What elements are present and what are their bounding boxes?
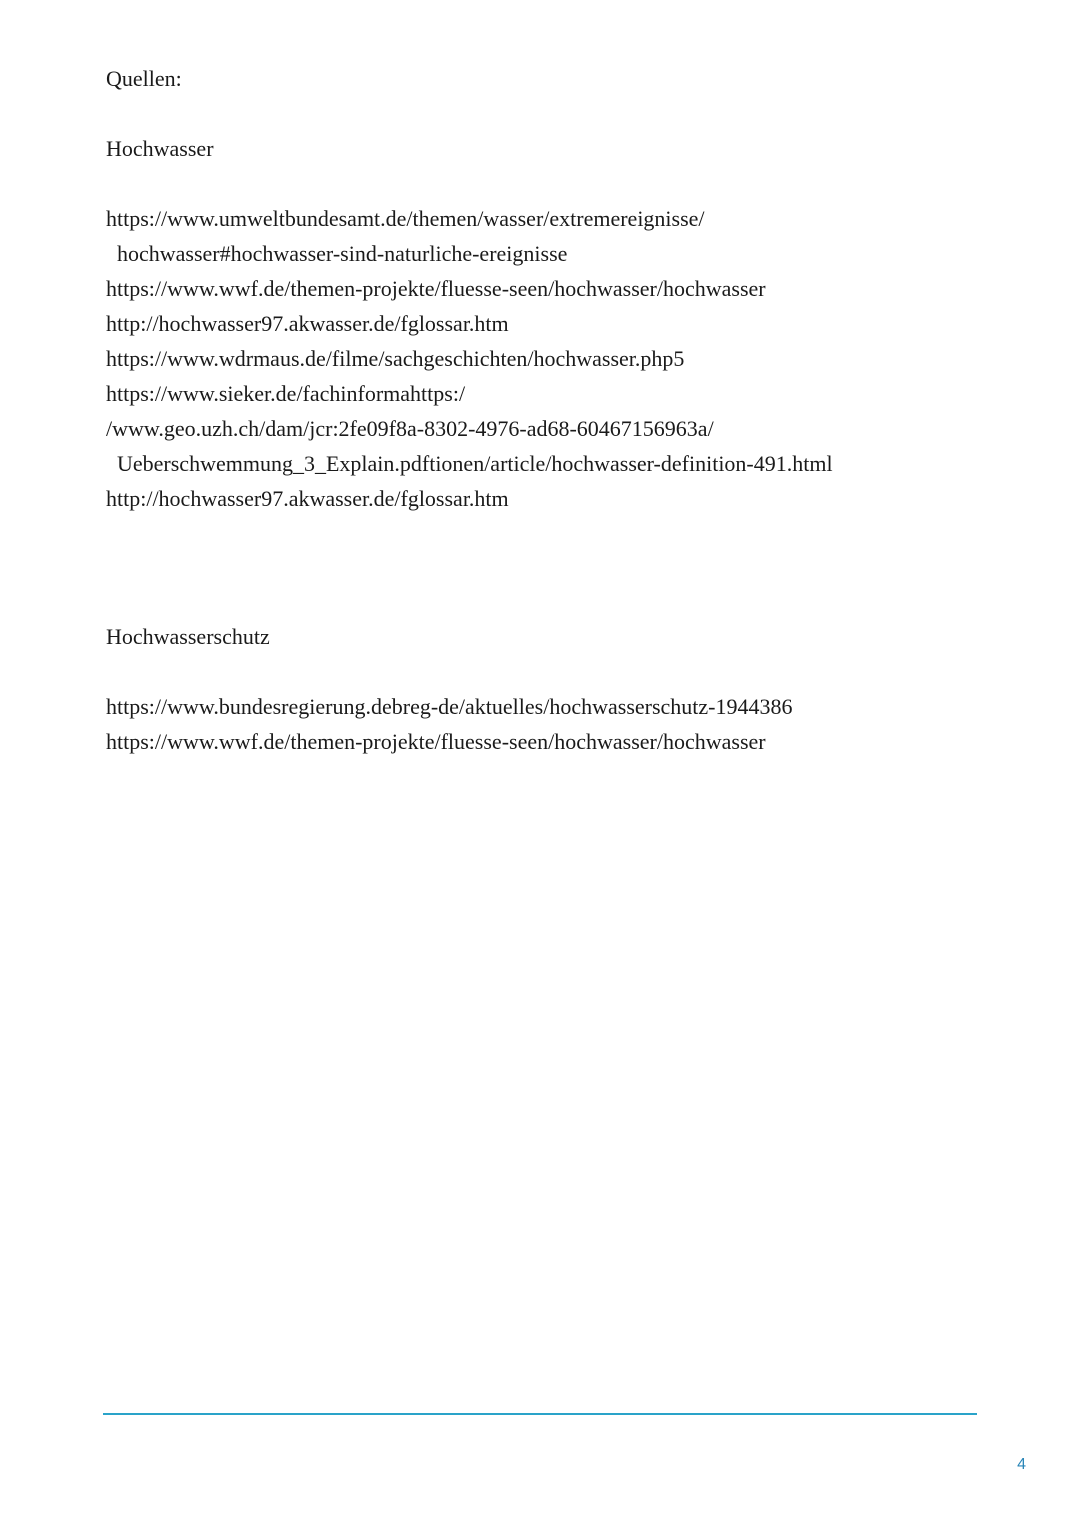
- source-entry[interactable]: [106, 411, 986, 481]
- section-title-hochwasser: Hochwasser: [106, 136, 214, 161]
- source-list-hochwasserschutz: [106, 689, 986, 759]
- source-entry[interactable]: [106, 201, 986, 271]
- source-link-continuation[interactable]: Ueberschwemmung_3_Explain.pdftionen/article/hochwasser-definition-491.html: [117, 451, 833, 476]
- source-link[interactable]: https://www.wwf.de/themen-projekte/fluesse-seen/hochwasser/hochwasser: [106, 276, 766, 301]
- footer-divider: [103, 1413, 977, 1415]
- source-link[interactable]: http://hochwasser97.akwasser.de/fglossar.htm: [106, 486, 509, 511]
- source-link[interactable]: https://www.wwf.de/themen-projekte/fluesse-seen/hochwasser/hochwasser: [106, 729, 766, 754]
- source-list-hochwasser: [106, 201, 986, 516]
- source-entry[interactable]: [106, 481, 986, 516]
- page-number: 4: [1017, 1456, 1026, 1473]
- source-link[interactable]: https://www.sieker.de/fachinformahttps:/: [106, 381, 466, 406]
- source-entry[interactable]: [106, 341, 986, 376]
- source-link[interactable]: https://www.umweltbundesamt.de/themen/wasser/extremereignisse/: [106, 206, 705, 231]
- sources-heading: Quellen:: [106, 66, 182, 91]
- source-entry[interactable]: [106, 689, 986, 724]
- source-link-continuation[interactable]: hochwasser#hochwasser-sind-naturliche-ereignisse: [117, 241, 568, 266]
- source-link[interactable]: https://www.wdrmaus.de/filme/sachgeschichten/hochwasser.php5: [106, 346, 685, 371]
- source-entry[interactable]: [106, 271, 986, 306]
- source-link[interactable]: /www.geo.uzh.ch/dam/jcr:2fe09f8a-8302-4976-ad68-60467156963a/: [106, 416, 714, 441]
- source-entry[interactable]: [106, 306, 986, 341]
- source-link[interactable]: http://hochwasser97.akwasser.de/fglossar.htm: [106, 311, 509, 336]
- source-link[interactable]: https://www.bundesregierung.debreg-de/aktuelles/hochwasserschutz-1944386: [106, 694, 793, 719]
- source-entry[interactable]: [106, 724, 986, 759]
- section-title-hochwasserschutz: Hochwasserschutz: [106, 624, 270, 649]
- source-entry[interactable]: [106, 376, 986, 411]
